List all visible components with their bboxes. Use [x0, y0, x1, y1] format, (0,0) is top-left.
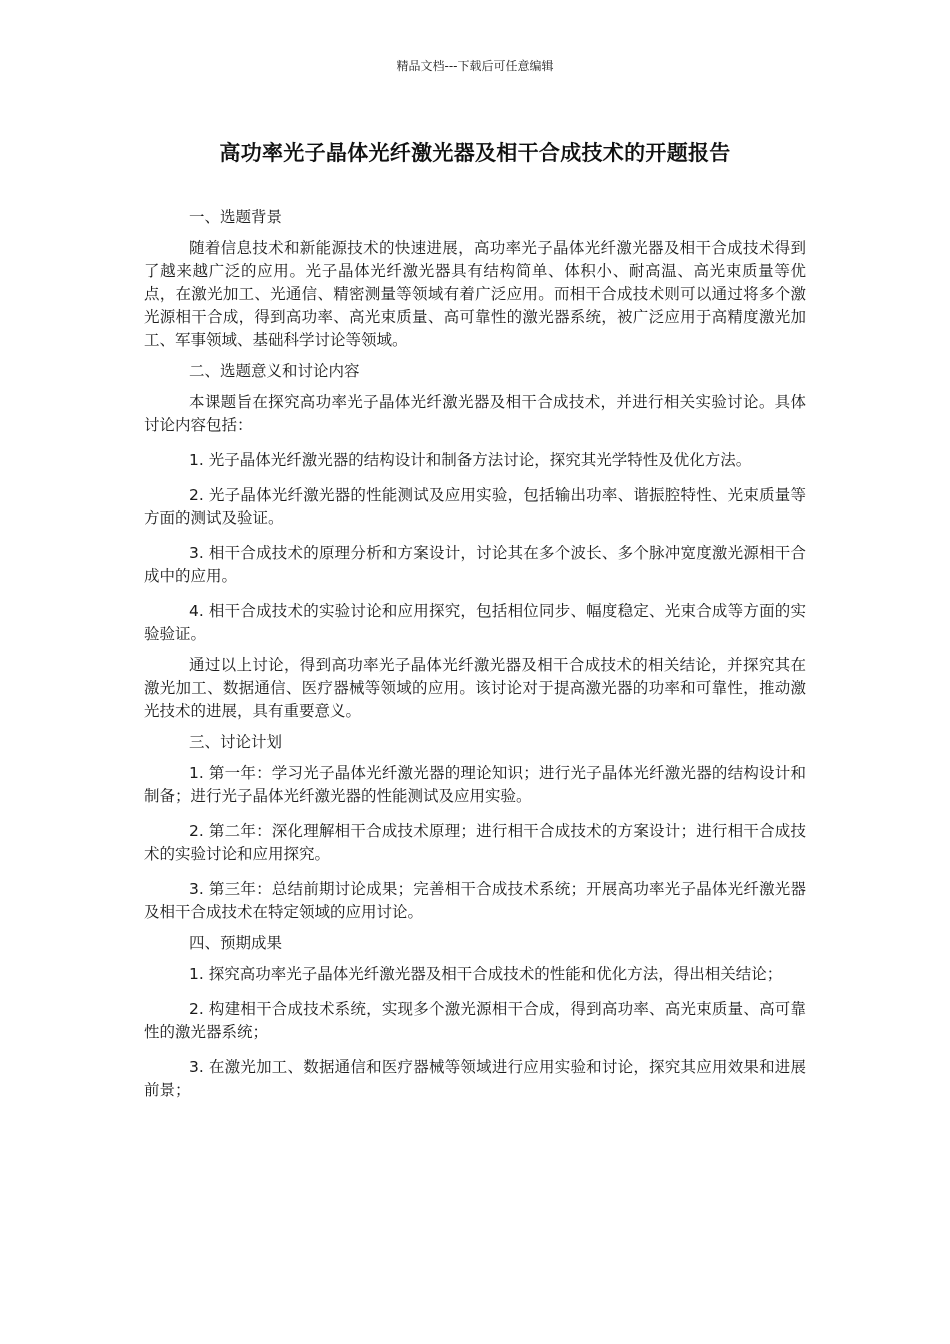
content-item: 1. 光子晶体光纤激光器的结构设计和制备方法讨论，探究其光学特性及优化方法。 — [189, 451, 752, 469]
section-heading-significance: 二、选题意义和讨论内容 — [189, 362, 360, 380]
section-heading-plan: 三、讨论计划 — [189, 733, 283, 751]
plan-item: 2. 第二年：深化理解相干合成技术原理；进行相干合成技术的方案设计；进行相干合成技术的实验讨论和应用探究。 — [144, 822, 806, 863]
document-body — [144, 206, 806, 1114]
section-heading-outcomes: 四、预期成果 — [189, 934, 283, 952]
content-item: 3. 相干合成技术的原理分析和方案设计，讨论其在多个波长、多个脉冲宽度激光源相干合成中的应用。 — [144, 544, 806, 585]
plan-item: 1. 第一年：学习光子晶体光纤激光器的理论知识；进行光子晶体光纤激光器的结构设计和制备；进行光子晶体光纤激光器的性能测试及应用实验。 — [144, 764, 806, 805]
content-item: 2. 光子晶体光纤激光器的性能测试及应用实验，包括输出功率、谐振腔特性、光束质量等方面的测试及验证。 — [144, 486, 806, 527]
background-paragraph: 随着信息技术和新能源技术的快速进展，高功率光子晶体光纤激光器及相干合成技术得到了越来越广泛的应用。光子晶体光纤激光器具有结构简单、体积小、耐高温、高光束质量等优点，在激光加工、光通信、精密测量等领域有着广泛应用。而相干合成技术则可以通过将多个激光源相干合成，得到高功率、高光束质量、高可靠性的激光器系统，被广泛应用于高精度激光加工、军事领域、基础科学讨论等领域。 — [144, 239, 806, 349]
outcome-item: 2. 构建相干合成技术系统，实现多个激光源相干合成，得到高功率、高光束质量、高可靠性的激光器系统； — [144, 1000, 806, 1041]
section-heading-background: 一、选题背景 — [189, 208, 283, 226]
outcome-item: 3. 在激光加工、数据通信和医疗器械等领域进行应用实验和讨论，探究其应用效果和进展前景； — [144, 1058, 806, 1099]
significance-conclusion: 通过以上讨论，得到高功率光子晶体光纤激光器及相干合成技术的相关结论，并探究其在激光加工、数据通信、医疗器械等领域的应用。该讨论对于提高激光器的功率和可靠性，推动激光技术的进展，具有重要意义。 — [144, 656, 806, 720]
outcome-item: 1. 探究高功率光子晶体光纤激光器及相干合成技术的性能和优化方法，得出相关结论； — [189, 965, 783, 983]
header-note: 精品文档---下载后可任意编辑 — [396, 59, 554, 73]
content-item: 4. 相干合成技术的实验讨论和应用探究，包括相位同步、幅度稳定、光束合成等方面的实验验证。 — [144, 602, 806, 643]
plan-item: 3. 第三年：总结前期讨论成果；完善相干合成技术系统；开展高功率光子晶体光纤激光器及相干合成技术在特定领域的应用讨论。 — [144, 880, 806, 921]
document-title: 高功率光子晶体光纤激光器及相干合成技术的开题报告 — [219, 141, 731, 165]
significance-intro: 本课题旨在探究高功率光子晶体光纤激光器及相干合成技术，并进行相关实验讨论。具体讨论内容包括： — [144, 393, 806, 434]
